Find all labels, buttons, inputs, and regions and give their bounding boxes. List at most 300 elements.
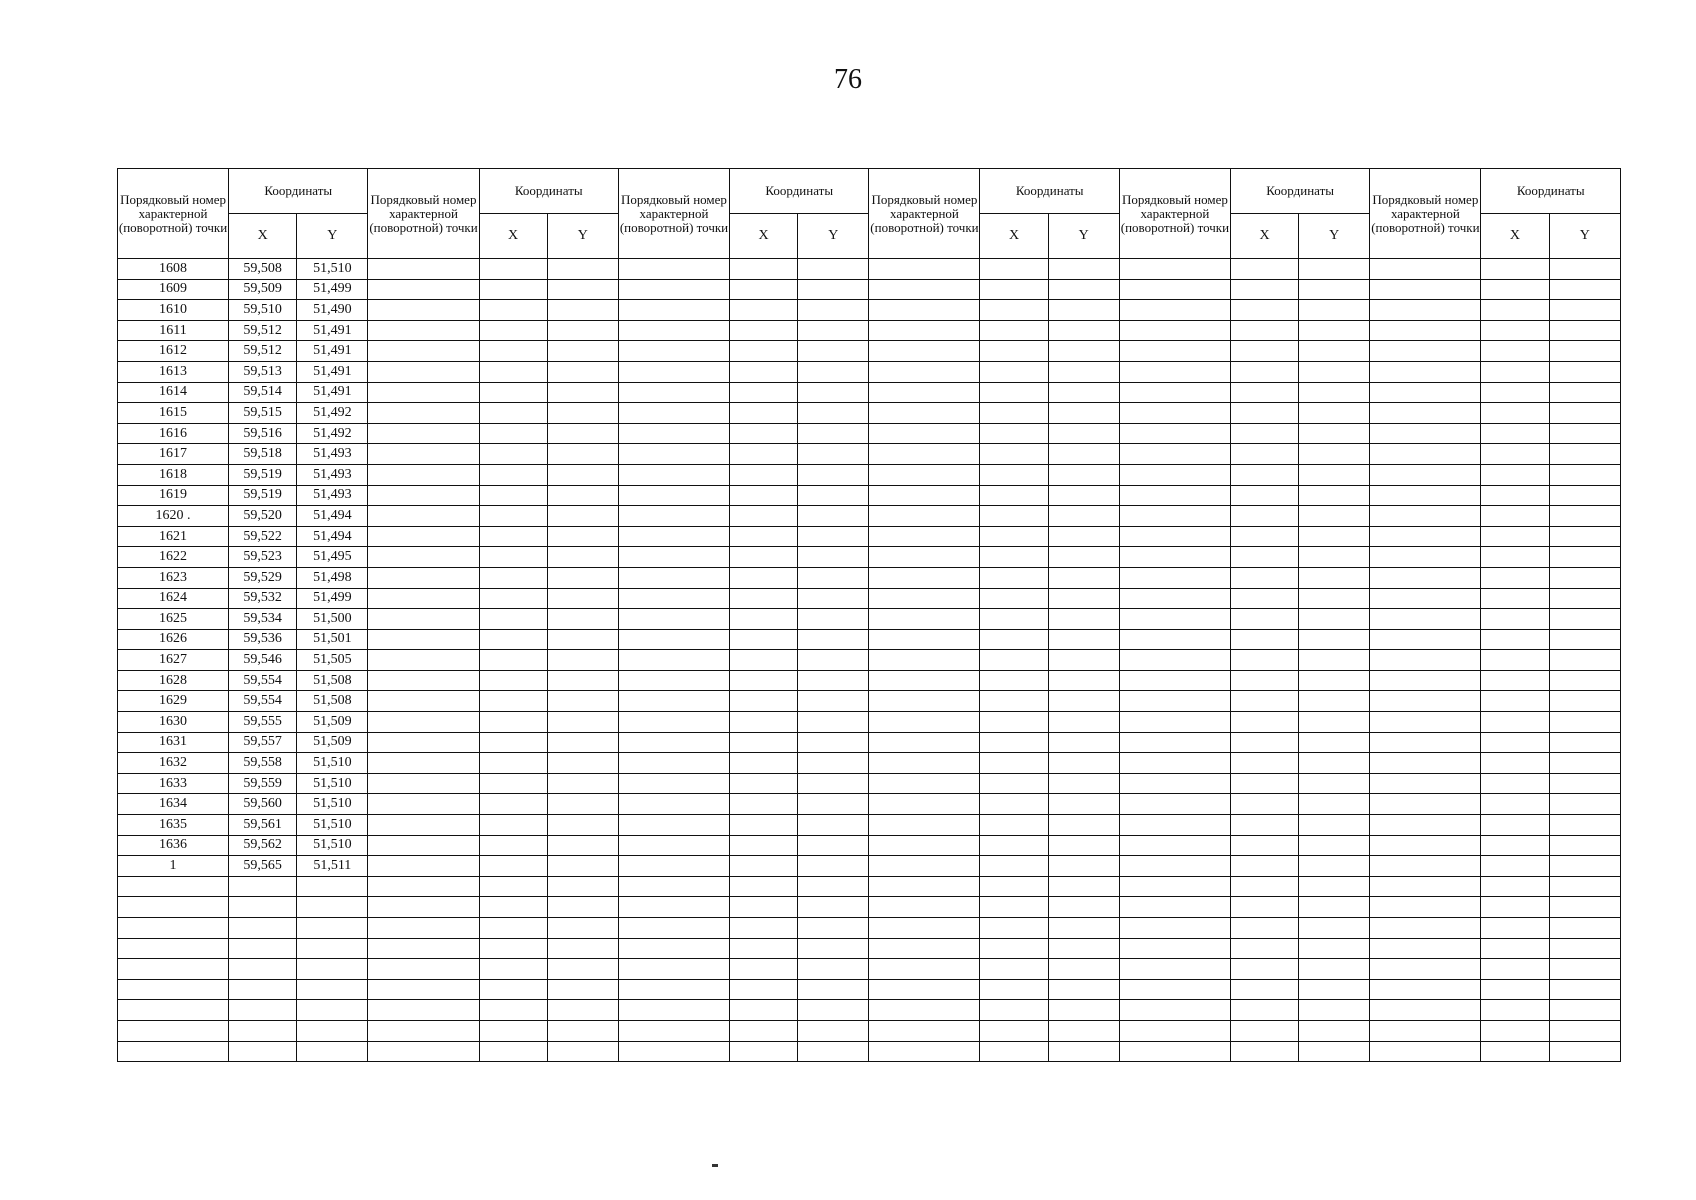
empty-cell: [798, 650, 869, 671]
empty-cell: [1048, 959, 1119, 980]
empty-cell: [1119, 753, 1230, 774]
empty-cell: [1119, 691, 1230, 712]
x-coordinate-cell: 59,516: [229, 423, 297, 444]
empty-cell: [1048, 259, 1119, 280]
empty-cell: [869, 609, 980, 630]
empty-cell: [1230, 938, 1298, 959]
empty-cell: [547, 1000, 618, 1021]
empty-cell: [1549, 794, 1620, 815]
empty-cell: [368, 403, 479, 424]
empty-cell: [1299, 341, 1370, 362]
empty-cell: [798, 876, 869, 897]
empty-cell: [980, 938, 1048, 959]
x-header: X: [1230, 214, 1298, 259]
empty-cell: [869, 897, 980, 918]
empty-cell: [618, 1000, 729, 1021]
empty-cell: [1299, 547, 1370, 568]
empty-cell: [1370, 464, 1481, 485]
empty-cell: [1299, 629, 1370, 650]
x-coordinate-cell: 59,509: [229, 279, 297, 300]
empty-cell: [1481, 629, 1549, 650]
empty-cell: [1048, 506, 1119, 527]
empty-cell: [1299, 1020, 1370, 1041]
empty-cell: [547, 979, 618, 1000]
empty-cell: [618, 856, 729, 877]
coordinates-header: Координаты: [229, 169, 368, 214]
x-coordinate-cell: 59,534: [229, 609, 297, 630]
empty-cell: [1370, 1041, 1481, 1062]
empty-cell: [1048, 753, 1119, 774]
table-row: [118, 361, 1621, 382]
empty-cell: [1048, 650, 1119, 671]
empty-cell: [618, 753, 729, 774]
empty-cell: [297, 959, 368, 980]
empty-cell: [368, 650, 479, 671]
empty-cell: [980, 423, 1048, 444]
empty-cell: [1299, 279, 1370, 300]
empty-cell: [1549, 526, 1620, 547]
table-row: [118, 1000, 1621, 1021]
empty-cell: [798, 403, 869, 424]
empty-cell: [547, 794, 618, 815]
y-header: Y: [798, 214, 869, 259]
empty-cell: [618, 918, 729, 939]
empty-cell: [1048, 444, 1119, 465]
empty-cell: [980, 918, 1048, 939]
table-row: [118, 444, 1621, 465]
empty-cell: [980, 609, 1048, 630]
empty-cell: [1481, 547, 1549, 568]
empty-cell: [1299, 403, 1370, 424]
y-coordinate-cell: 51,498: [297, 567, 368, 588]
point-number-cell: 1: [118, 856, 229, 877]
empty-cell: [980, 567, 1048, 588]
table-header: [118, 169, 1621, 259]
empty-cell: [798, 835, 869, 856]
empty-cell: [547, 691, 618, 712]
empty-cell: [368, 773, 479, 794]
empty-cell: [1119, 959, 1230, 980]
empty-cell: [1230, 526, 1298, 547]
x-coordinate-cell: 59,558: [229, 753, 297, 774]
empty-cell: [1549, 959, 1620, 980]
empty-cell: [368, 341, 479, 362]
empty-cell: [1048, 567, 1119, 588]
empty-cell: [1299, 897, 1370, 918]
empty-cell: [479, 897, 547, 918]
empty-cell: [368, 1020, 479, 1041]
y-coordinate-cell: 51,493: [297, 485, 368, 506]
x-coordinate-cell: 59,565: [229, 856, 297, 877]
empty-cell: [1549, 732, 1620, 753]
empty-cell: [1230, 670, 1298, 691]
empty-cell: [1299, 464, 1370, 485]
empty-cell: [1119, 506, 1230, 527]
empty-cell: [479, 382, 547, 403]
empty-cell: [730, 650, 798, 671]
empty-cell: [869, 464, 980, 485]
empty-cell: [730, 753, 798, 774]
empty-cell: [1370, 670, 1481, 691]
x-coordinate-cell: 59,508: [229, 259, 297, 280]
empty-cell: [980, 464, 1048, 485]
empty-cell: [1230, 609, 1298, 630]
empty-cell: [980, 629, 1048, 650]
point-number-cell: 1629: [118, 691, 229, 712]
empty-cell: [1048, 609, 1119, 630]
empty-cell: [547, 753, 618, 774]
empty-cell: [730, 938, 798, 959]
empty-cell: [1230, 773, 1298, 794]
empty-cell: [980, 300, 1048, 321]
y-coordinate-cell: 51,510: [297, 815, 368, 836]
y-coordinate-cell: 51,491: [297, 361, 368, 382]
empty-cell: [1370, 1020, 1481, 1041]
empty-cell: [798, 444, 869, 465]
y-coordinate-cell: 51,495: [297, 547, 368, 568]
empty-cell: [1549, 1041, 1620, 1062]
empty-cell: [547, 444, 618, 465]
empty-cell: [1230, 403, 1298, 424]
empty-cell: [798, 1041, 869, 1062]
empty-cell: [980, 547, 1048, 568]
empty-cell: [229, 1041, 297, 1062]
empty-cell: [980, 361, 1048, 382]
empty-cell: [479, 506, 547, 527]
empty-cell: [730, 1000, 798, 1021]
empty-cell: [1119, 609, 1230, 630]
empty-cell: [368, 897, 479, 918]
empty-cell: [730, 979, 798, 1000]
empty-cell: [1370, 320, 1481, 341]
empty-cell: [980, 588, 1048, 609]
empty-cell: [1119, 341, 1230, 362]
point-number-cell: 1615: [118, 403, 229, 424]
y-coordinate-cell: 51,508: [297, 670, 368, 691]
empty-cell: [1481, 444, 1549, 465]
empty-cell: [980, 670, 1048, 691]
empty-cell: [1549, 753, 1620, 774]
point-number-header: Порядковый номер характерной (поворотной) точки: [118, 169, 229, 259]
empty-cell: [1481, 732, 1549, 753]
empty-cell: [1370, 712, 1481, 733]
empty-cell: [1048, 547, 1119, 568]
empty-cell: [479, 361, 547, 382]
empty-cell: [1481, 423, 1549, 444]
empty-cell: [1549, 444, 1620, 465]
point-number-cell: 1608: [118, 259, 229, 280]
empty-cell: [1549, 629, 1620, 650]
empty-cell: [1299, 794, 1370, 815]
empty-cell: [547, 464, 618, 485]
empty-cell: [1370, 526, 1481, 547]
empty-cell: [1549, 876, 1620, 897]
empty-cell: [730, 794, 798, 815]
point-number-header: Порядковый номер характерной (поворотной) точки: [1119, 169, 1230, 259]
empty-cell: [1370, 794, 1481, 815]
x-header: X: [730, 214, 798, 259]
empty-cell: [869, 341, 980, 362]
table-row: [118, 629, 1621, 650]
empty-cell: [297, 1000, 368, 1021]
point-number-cell: 1628: [118, 670, 229, 691]
empty-cell: [479, 918, 547, 939]
y-coordinate-cell: 51,493: [297, 444, 368, 465]
empty-cell: [980, 1020, 1048, 1041]
empty-cell: [980, 259, 1048, 280]
empty-cell: [479, 794, 547, 815]
empty-cell: [869, 691, 980, 712]
empty-cell: [869, 650, 980, 671]
empty-cell: [368, 712, 479, 733]
empty-cell: [618, 444, 729, 465]
empty-cell: [618, 815, 729, 836]
empty-cell: [1549, 938, 1620, 959]
page-number: 76: [834, 64, 862, 95]
empty-cell: [798, 485, 869, 506]
y-coordinate-cell: 51,509: [297, 712, 368, 733]
empty-cell: [798, 609, 869, 630]
empty-cell: [1048, 1000, 1119, 1021]
empty-cell: [1048, 712, 1119, 733]
empty-cell: [980, 856, 1048, 877]
empty-cell: [798, 773, 869, 794]
empty-cell: [869, 794, 980, 815]
empty-cell: [798, 712, 869, 733]
empty-cell: [618, 320, 729, 341]
empty-cell: [1370, 361, 1481, 382]
empty-cell: [368, 815, 479, 836]
empty-cell: [1230, 485, 1298, 506]
coordinates-header: Координаты: [730, 169, 869, 214]
empty-cell: [730, 856, 798, 877]
empty-cell: [547, 279, 618, 300]
y-coordinate-cell: 51,491: [297, 382, 368, 403]
empty-cell: [547, 876, 618, 897]
empty-cell: [368, 382, 479, 403]
empty-cell: [798, 423, 869, 444]
x-coordinate-cell: 59,554: [229, 691, 297, 712]
empty-cell: [1370, 588, 1481, 609]
y-header: Y: [1299, 214, 1370, 259]
empty-cell: [368, 609, 479, 630]
empty-cell: [479, 609, 547, 630]
empty-cell: [618, 485, 729, 506]
table-row: [118, 959, 1621, 980]
point-number-cell: 1635: [118, 815, 229, 836]
empty-cell: [869, 588, 980, 609]
coordinates-header: Координаты: [1481, 169, 1621, 214]
empty-cell: [1370, 259, 1481, 280]
empty-cell: [479, 300, 547, 321]
empty-cell: [618, 794, 729, 815]
empty-cell: [1230, 629, 1298, 650]
x-coordinate-cell: 59,512: [229, 320, 297, 341]
empty-cell: [118, 938, 229, 959]
y-coordinate-cell: 51,509: [297, 732, 368, 753]
empty-cell: [1481, 650, 1549, 671]
empty-cell: [547, 423, 618, 444]
empty-cell: [547, 526, 618, 547]
y-coordinate-cell: 51,492: [297, 423, 368, 444]
empty-cell: [1119, 650, 1230, 671]
empty-cell: [618, 629, 729, 650]
empty-cell: [1048, 918, 1119, 939]
empty-cell: [1230, 691, 1298, 712]
table-row: [118, 1041, 1621, 1062]
empty-cell: [1549, 815, 1620, 836]
empty-cell: [1119, 444, 1230, 465]
empty-cell: [980, 526, 1048, 547]
empty-cell: [1299, 815, 1370, 836]
empty-cell: [229, 1020, 297, 1041]
y-coordinate-cell: 51,510: [297, 794, 368, 815]
empty-cell: [1370, 629, 1481, 650]
empty-cell: [980, 1041, 1048, 1062]
empty-cell: [980, 279, 1048, 300]
empty-cell: [1119, 815, 1230, 836]
empty-cell: [547, 1041, 618, 1062]
empty-cell: [869, 547, 980, 568]
table-row: [118, 835, 1621, 856]
x-coordinate-cell: 59,510: [229, 300, 297, 321]
empty-cell: [1299, 876, 1370, 897]
empty-cell: [1299, 938, 1370, 959]
empty-cell: [1230, 732, 1298, 753]
empty-cell: [869, 773, 980, 794]
empty-cell: [869, 670, 980, 691]
x-coordinate-cell: 59,518: [229, 444, 297, 465]
empty-cell: [869, 732, 980, 753]
empty-cell: [368, 300, 479, 321]
empty-cell: [798, 1000, 869, 1021]
empty-cell: [1299, 320, 1370, 341]
y-header: Y: [297, 214, 368, 259]
x-coordinate-cell: 59,559: [229, 773, 297, 794]
empty-cell: [1299, 918, 1370, 939]
table-row: [118, 300, 1621, 321]
empty-cell: [1230, 382, 1298, 403]
table-row: [118, 506, 1621, 527]
empty-cell: [1230, 279, 1298, 300]
empty-cell: [368, 835, 479, 856]
empty-cell: [118, 1020, 229, 1041]
table-row: [118, 876, 1621, 897]
empty-cell: [1048, 815, 1119, 836]
empty-cell: [869, 629, 980, 650]
table-row: [118, 732, 1621, 753]
empty-cell: [869, 567, 980, 588]
empty-cell: [1481, 918, 1549, 939]
empty-cell: [547, 320, 618, 341]
empty-cell: [798, 794, 869, 815]
empty-cell: [229, 959, 297, 980]
empty-cell: [479, 732, 547, 753]
empty-cell: [798, 341, 869, 362]
empty-cell: [618, 959, 729, 980]
empty-cell: [618, 897, 729, 918]
y-coordinate-cell: 51,510: [297, 835, 368, 856]
empty-cell: [1048, 897, 1119, 918]
empty-cell: [869, 259, 980, 280]
x-header: X: [229, 214, 297, 259]
empty-cell: [980, 876, 1048, 897]
empty-cell: [368, 732, 479, 753]
empty-cell: [118, 918, 229, 939]
empty-cell: [798, 691, 869, 712]
empty-cell: [229, 876, 297, 897]
empty-cell: [1048, 423, 1119, 444]
empty-cell: [1481, 300, 1549, 321]
empty-cell: [1230, 876, 1298, 897]
empty-cell: [1549, 1020, 1620, 1041]
empty-cell: [798, 279, 869, 300]
empty-cell: [869, 856, 980, 877]
empty-cell: [1299, 1000, 1370, 1021]
empty-cell: [368, 753, 479, 774]
table-row: [118, 753, 1621, 774]
empty-cell: [1370, 279, 1481, 300]
empty-cell: [618, 712, 729, 733]
x-coordinate-cell: 59,562: [229, 835, 297, 856]
empty-cell: [1048, 856, 1119, 877]
table-row: [118, 670, 1621, 691]
empty-cell: [1370, 856, 1481, 877]
empty-cell: [479, 279, 547, 300]
empty-cell: [368, 629, 479, 650]
empty-cell: [1370, 835, 1481, 856]
x-coordinate-cell: 59,546: [229, 650, 297, 671]
empty-cell: [730, 361, 798, 382]
empty-cell: [547, 609, 618, 630]
empty-cell: [730, 485, 798, 506]
empty-cell: [1370, 382, 1481, 403]
empty-cell: [1048, 629, 1119, 650]
point-number-cell: 1624: [118, 588, 229, 609]
empty-cell: [368, 567, 479, 588]
empty-cell: [1481, 794, 1549, 815]
empty-cell: [1230, 650, 1298, 671]
empty-cell: [1549, 979, 1620, 1000]
empty-cell: [1230, 444, 1298, 465]
empty-cell: [730, 423, 798, 444]
x-header: X: [479, 214, 547, 259]
empty-cell: [547, 650, 618, 671]
empty-cell: [229, 938, 297, 959]
empty-cell: [1549, 588, 1620, 609]
empty-cell: [118, 1041, 229, 1062]
empty-cell: [1549, 403, 1620, 424]
empty-cell: [547, 361, 618, 382]
empty-cell: [1119, 423, 1230, 444]
empty-cell: [1048, 300, 1119, 321]
empty-cell: [1481, 361, 1549, 382]
point-number-header: Порядковый номер характерной (поворотной) точки: [618, 169, 729, 259]
point-number-cell: 1623: [118, 567, 229, 588]
empty-cell: [1549, 464, 1620, 485]
empty-cell: [479, 753, 547, 774]
empty-cell: [368, 259, 479, 280]
empty-cell: [1119, 1041, 1230, 1062]
empty-cell: [1119, 732, 1230, 753]
empty-cell: [869, 959, 980, 980]
empty-cell: [1481, 403, 1549, 424]
empty-cell: [368, 938, 479, 959]
empty-cell: [1370, 773, 1481, 794]
empty-cell: [980, 773, 1048, 794]
empty-cell: [798, 732, 869, 753]
empty-cell: [980, 959, 1048, 980]
